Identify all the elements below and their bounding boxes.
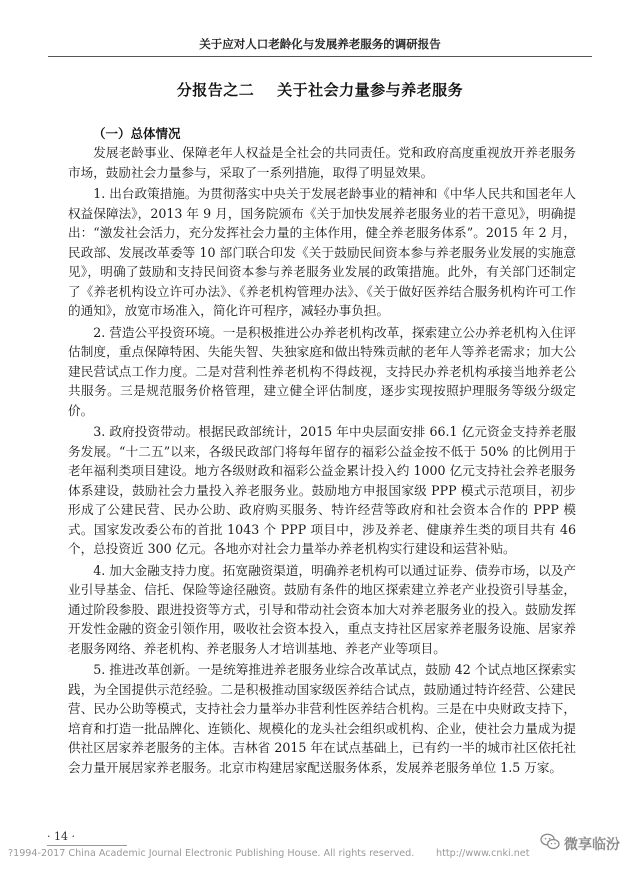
wechat-icon (540, 833, 560, 855)
footer-rule (47, 845, 127, 846)
paragraph: 4. 加大金融支持力度。拓宽融资渠道，明确养老机构可以通过证券、债券市场，以及产业引导基金、信托、保险等途径融资。鼓励有条件的地区探索建立养老产业投资引导基金，通过阶段参股、跟进投资等方式，引导和带动社会资本加大对养老服务业的投入。鼓励发挥开发性金融的资金引领作用，吸收社会资本投入，重点支持社区居家养老服务设施、居家养老服务网络、养老机构、养老服务人才培训基地、养老产业等项目。 (68, 562, 576, 656)
footer-url: http://www.cnki.net (436, 848, 530, 859)
watermark (540, 833, 620, 855)
paragraph: 发展老龄事业、保障老年人权益是全社会的共同责任。党和政府高度重视放开养老服务市场，鼓励社会力量参与，采取了一系列措施，取得了明显效果。 (68, 145, 576, 180)
body-text (68, 143, 576, 777)
paragraph: 2. 营造公平投资环境。一是积极推进公办养老机构改革，探索建立公办养老机构入住评估制度，重点保障特困、失能失智、失独家庭和做出特殊贡献的老年人等养老需求；加大公建民营试点工作力度。二是对营利性养老机构不得歧视，支持民办养老机构承接当地养老公共服务。三是规范服务价格管理，建立健全评估制度，逐步实现按照护理服务等级分级定价。 (68, 324, 576, 418)
section-heading: （一）总体情况 (93, 126, 181, 141)
paragraph: 5. 推进改革创新。一是统筹推进养老服务业综合改革试点，鼓励 42 个试点地区探索实践，为全国提供示范经验。二是积极推动国家级医养结合试点，鼓励通过特许经营、公建民营、民办公助等模式，支持社会力量举办非营利性医养结合机构。三是在中央财政支持下，培育和打造一批品牌化、连锁化、规模化的龙头社会组织或机构、企业，使社会力量成为提供社区居家养老服务的主体。吉林省 2015 年在试点基础上，已有约一半的城市社区依托社会力量开展居家养老服务。北京市构建居家配送服务体系，发展养老服务单位 1.5 万家。 (68, 662, 576, 775)
header-rule (48, 56, 592, 57)
running-header: 关于应对人口老龄化与发展养老服务的调研报告 (199, 37, 441, 51)
paragraph: 3. 政府投资带动。根据民政部统计，2015 年中央层面安排 66.1 亿元资金支持养老服务发展。“十二五”以来，各级民政部门将每年留存的福彩公益金按不低于 50% 的比例用于老年福利类项目建设。地方各级财政和福彩公益金累计投入约 1000 亿元支持社会养老服务体系建设，鼓励社会力量投入养老服务业。鼓励地方申报国家级 PPP 模式示范项目，初步形成了公建民营、民办公助、政府购买服务、特许经营等政府和社会资本合作的 PPP 模式。国家发改委公布的首批 1043 个 PPP 项目中，涉及养老、健康养生类的项目共有 46 个，总投资近 300 亿元。各地亦对社会力量举办养老机构实行建设和运营补贴。 (68, 424, 576, 556)
watermark-text: 微享临汾 (564, 837, 620, 853)
copyright-footer: ?1994-2017 China Academic Journal Electronic Publishing House. All rights reserved. (8, 848, 415, 859)
paragraph: 1. 出台政策措施。为贯彻落实中央关于发展老龄事业的精神和《中华人民共和国老年人权益保障法》，2013 年 9 月，国务院颁布《关于加快发展养老服务业的若干意见》，明确提出：“激发社会活力，充分发挥社会力量的主体作用，健全养老服务体系”。2015 年 2 月，民政部、发展改革委等 10 部门联合印发《关于鼓励民间资本参与养老服务业发展的实施意见》，明确了鼓励和支持民间资本参与养老服务业发展的政策措施。此外，有关部门还制定了《养老机构设立许可办法》、《养老机构管理办法》、《关于做好医养结合服务机构许可工作的通知》，放宽市场准入，简化许可程序，减轻办事负担。 (68, 186, 576, 318)
page-number: · 14 · (47, 830, 75, 843)
page-title: 分报告之二 关于社会力量参与养老服务 (176, 81, 464, 99)
